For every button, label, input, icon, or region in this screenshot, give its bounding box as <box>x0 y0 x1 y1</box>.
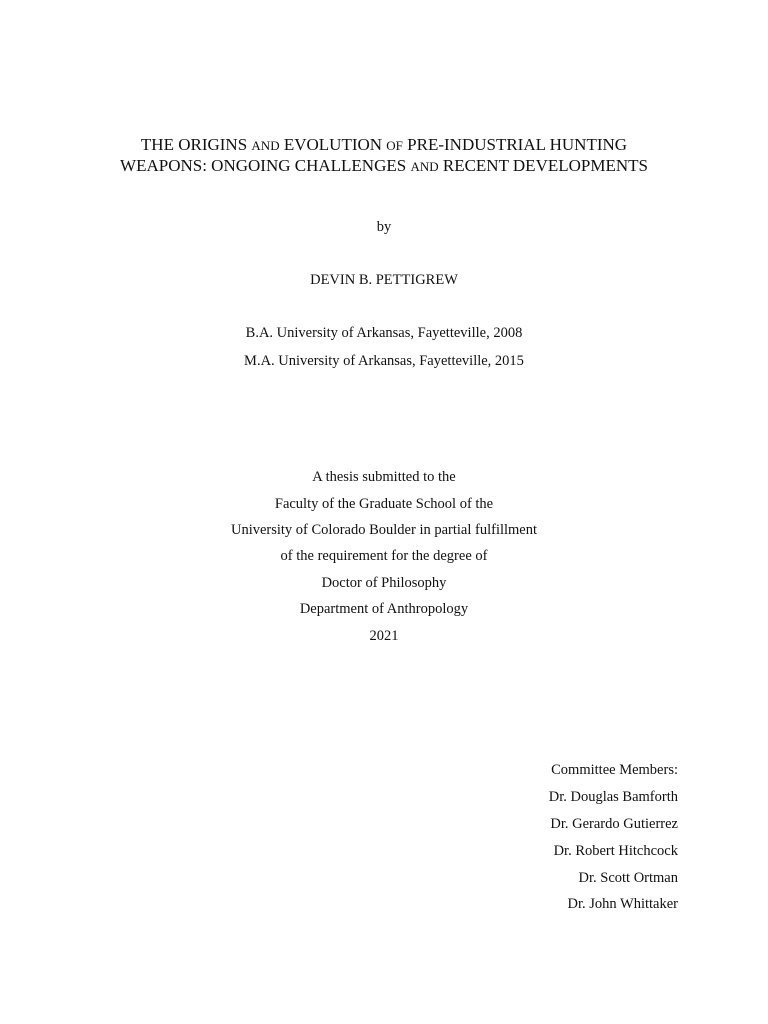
degree-name: Doctor of Philosophy <box>321 575 447 591</box>
degree-line: B.A. University of Arkansas, Fayetteville, 2008 <box>245 325 523 341</box>
thesis-title-line-1 <box>0 135 768 155</box>
degree-line: M.A. University of Arkansas, Fayetteville, 2015 <box>244 353 524 369</box>
title-segment: EVOLUTION <box>279 135 387 154</box>
committee-member: Dr. John Whittaker <box>567 896 678 912</box>
title-segment-small-caps: OF <box>386 138 403 153</box>
submission-line: Faculty of the Graduate School of the <box>274 496 494 512</box>
submission-line: A thesis submitted to the <box>312 469 456 485</box>
title-segment: RECENT DEVELOPMENTS <box>438 156 648 175</box>
submission-line: University of Colorado Boulder in partial fulfillment <box>230 522 538 538</box>
title-segment: THE ORIGINS <box>140 135 252 154</box>
by-line: by <box>376 219 392 235</box>
thesis-title-line-2 <box>0 156 768 176</box>
title-segment-small-caps: AND <box>410 159 439 174</box>
committee-member: Dr. Scott Ortman <box>578 870 678 886</box>
committee-member: Dr. Douglas Bamforth <box>548 789 678 805</box>
title-segment: PRE-INDUSTRIAL HUNTING <box>402 135 628 154</box>
title-segment: WEAPONS: ONGOING CHALLENGES <box>120 156 411 175</box>
title-segment-small-caps: AND <box>251 138 280 153</box>
submission-line: of the requirement for the degree of <box>280 548 488 564</box>
committee-member: Dr. Robert Hitchcock <box>553 843 678 859</box>
committee-member: Dr. Gerardo Gutierrez <box>550 816 678 832</box>
department-name: Department of Anthropology <box>299 601 469 617</box>
committee-heading: Committee Members: <box>551 762 678 778</box>
submission-year: 2021 <box>369 628 399 644</box>
author-name: DEVIN B. PETTIGREW <box>310 272 458 288</box>
